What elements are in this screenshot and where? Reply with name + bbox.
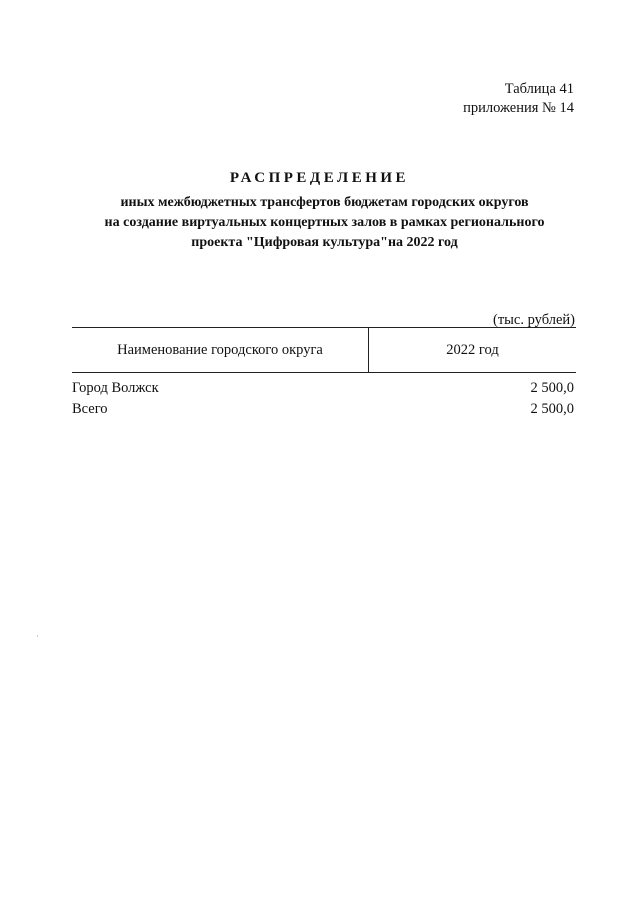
table-number: Таблица 41: [504, 81, 574, 97]
subtitle-line-2: на создание виртуальных концертных залов в рамках регионального: [104, 215, 545, 230]
appendix-number: приложения № 14: [463, 100, 574, 116]
subtitle-line-1: иных межбюджетных трансфертов бюджетам городских округов: [120, 195, 529, 210]
row-value: 2 500,0: [530, 401, 574, 417]
column-header-year: 2022 год: [369, 328, 577, 373]
row-value: 2 500,0: [530, 380, 574, 396]
table-row-total: [72, 401, 576, 429]
table-header-row: [72, 328, 576, 373]
row-name: Всего: [72, 401, 108, 417]
table-reference: [463, 80, 574, 118]
row-name: Город Волжск: [72, 380, 159, 396]
document-title: РАСПРЕДЕЛЕНИЕ: [229, 170, 410, 186]
table-row: [72, 373, 576, 402]
column-header-name: Наименование городского округа: [72, 328, 369, 373]
subtitle-line-3: проекта "Цифровая культура"на 2022 год: [191, 235, 458, 250]
scan-artifact: [37, 635, 38, 637]
distribution-table: [72, 327, 576, 429]
units-label: (тыс. рублей): [493, 312, 575, 328]
document-subtitle: [60, 193, 589, 253]
